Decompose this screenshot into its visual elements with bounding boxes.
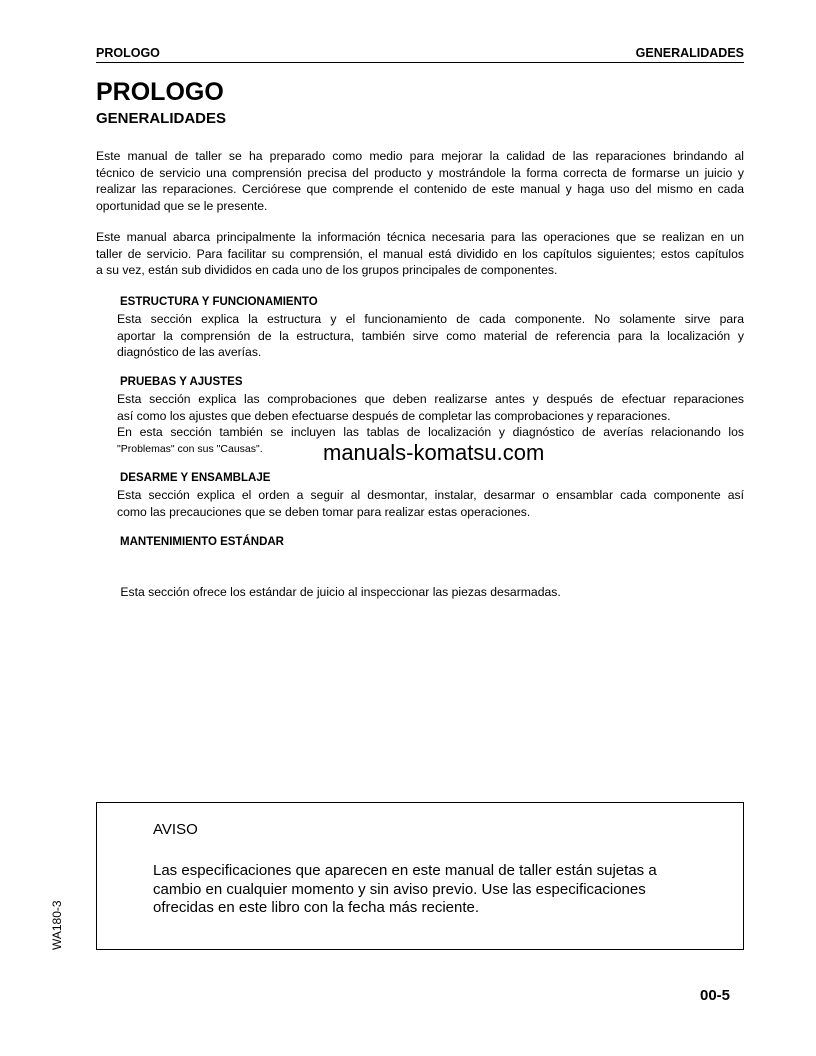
text-line: taller de servicio. Para facilitar su comprensión, el manual está dividido en los capítulos siguientes; estos capítulos — [96, 246, 744, 261]
text-line: ofrecidas en este libro con la fecha más reciente. — [153, 899, 480, 916]
section-body — [117, 311, 744, 361]
section-heading: DESARME Y ENSAMBLAJE — [120, 472, 271, 484]
text-line: Esta sección explica las comprobaciones que deben realizarse antes y después de efectuar reparaciones — [117, 392, 744, 406]
intro-paragraph-1 — [96, 148, 744, 214]
text-line: a su vez, están sub divididos en cada uno de los grupos principales de componentes. — [96, 263, 558, 277]
section-heading: PRUEBAS Y AJUSTES — [120, 376, 243, 388]
text-line: Esta sección ofrece los estándar de juicio al inspeccionar las piezas desarmadas. — [117, 585, 561, 599]
text-line: aportar la comprensión de la estructura, también sirve como material de referencia para la localización y — [117, 328, 744, 343]
section-heading: MANTENIMIENTO ESTÁNDAR — [120, 536, 284, 548]
text-line: Las especificaciones que aparecen en este manual de taller están sujetas a — [153, 862, 657, 879]
text-line: Este manual de taller se ha preparado como medio para mejorar la calidad de las reparaciones brindando al — [96, 149, 744, 163]
text-line: Esta sección explica el orden a seguir al desmontar, instalar, desarmar o ensamblar cada componente así — [117, 488, 744, 502]
text-line: realizar las reparaciones. Cerciórese que comprende el contenido de este manual y haga uso del mismo en cada — [96, 182, 744, 196]
text-line: Este manual abarca principalmente la información técnica necesaria para las operaciones que se realizan en un — [96, 230, 744, 244]
text-line: diagnóstico de las averías. — [117, 345, 262, 359]
notice-text — [153, 862, 657, 918]
watermark: manuals-komatsu.com — [323, 440, 545, 465]
text-line: Esta sección explica la estructura y el funcionamiento de cada componente. No solamente sirve para — [117, 312, 744, 326]
header-rule — [96, 62, 744, 63]
running-header-left: PROLOGO — [96, 46, 160, 60]
text-line: oportunidad que se le presente. — [96, 198, 268, 213]
text-line: así como los ajustes que deben efectuarse después de completar las comprobaciones y reparaciones. — [117, 408, 671, 423]
page-subtitle: GENERALIDADES — [96, 110, 227, 127]
section-heading: ESTRUCTURA Y FUNCIONAMIENTO — [120, 296, 318, 308]
running-header-right: GENERALIDADES — [635, 46, 744, 60]
text-line: como las precauciones que se deben tomar para realizar estas operaciones. — [117, 504, 531, 519]
text-line: técnico de servicio una comprensión precisa del producto y mostrándole la forma correcta de formarse un juicio y — [96, 165, 744, 180]
text-line: En esta sección también se incluyen las tablas de localización y diagnóstico de averías relacionando los — [117, 425, 744, 439]
page-title: PROLOGO — [96, 78, 224, 106]
section-body — [117, 551, 744, 617]
text-line: cambio en cualquier momento y sin aviso previo. Use las especificaciones — [153, 880, 646, 898]
notice-title: AVISO — [153, 821, 198, 838]
section-body — [117, 487, 744, 520]
text-line: "Problemas" con sus "Causas". — [117, 442, 263, 455]
page-number: 00-5 — [700, 987, 731, 1004]
intro-paragraph-2 — [96, 229, 744, 279]
model-code: WA180-3 — [50, 900, 64, 950]
